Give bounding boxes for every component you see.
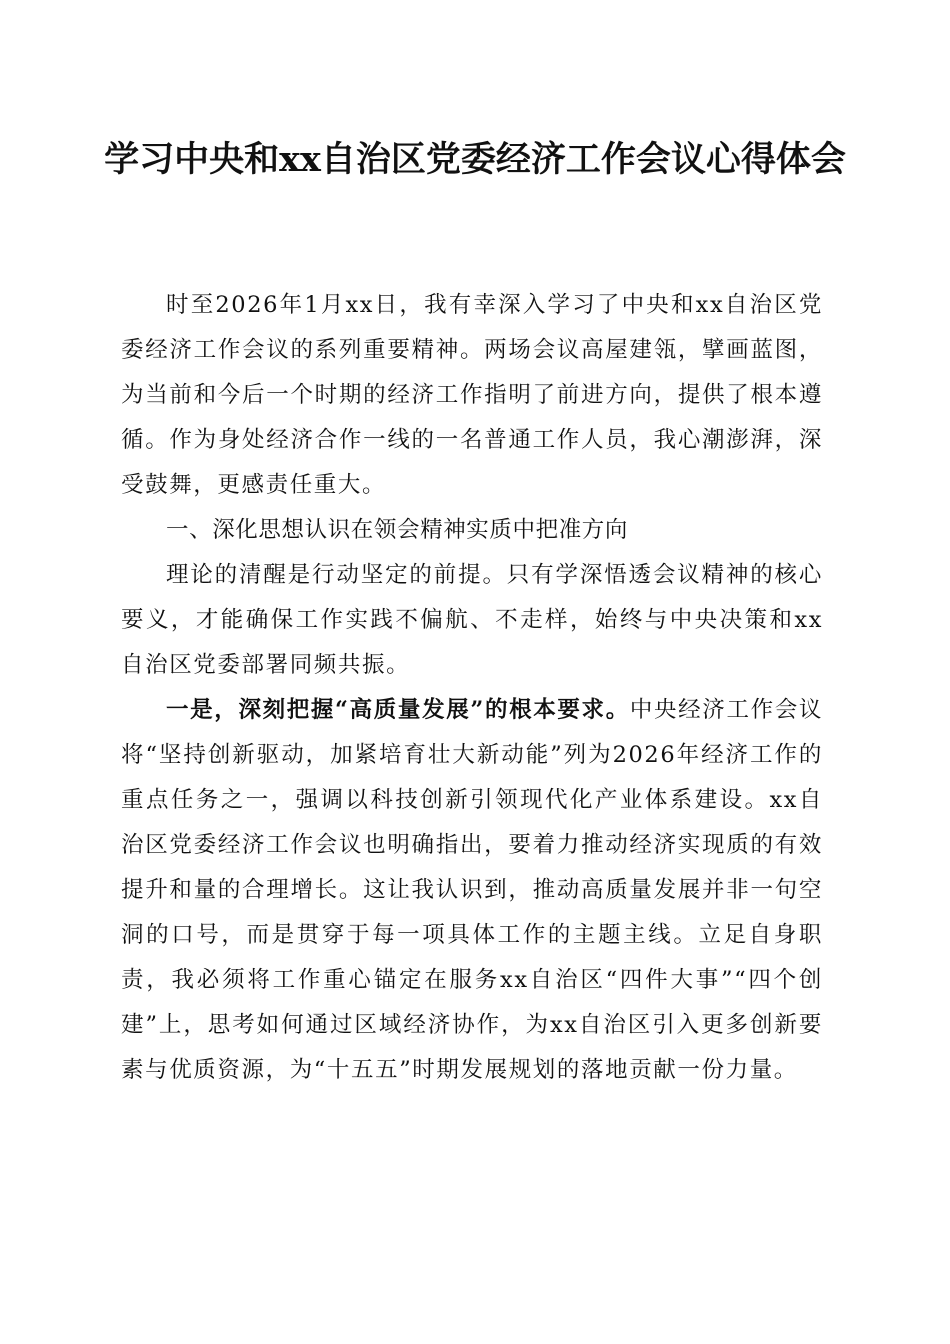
point-paragraph <box>121 688 823 1093</box>
point-lead: 一是，深刻把握“高质量发展”的根本要求。 <box>166 697 630 723</box>
section-paragraph: 理论的清醒是行动坚定的前提。只有学深悟透会议精神的核心要义，才能确保工作实践不偏航、不走样，始终与中央决策和xx自治区党委部署同频共振。 <box>121 562 823 678</box>
intro-paragraph: 时至2026年1月xx日，我有幸深入学习了中央和xx自治区党委经济工作会议的系列重要精神。两场会议高屋建瓴，擘画蓝图，为当前和今后一个时期的经济工作指明了前进方向，提供了根本遵循。作为身处经济合作一线的一名普通工作人员，我心潮澎湃，深受鼓舞，更感责任重大。 <box>121 292 823 498</box>
point-body: 中央经济工作会议将“坚持创新驱动，加紧培育壮大新动能”列为2026年经济工作的重点任务之一，强调以科技创新引领现代化产业体系建设。xx自治区党委经济工作会议也明确指出，要着力推动经济实现质的有效提升和量的合理增长。这让我认识到，推动高质量发展并非一句空洞的口号，而是贯穿于每一项具体工作的主题主线。立足自身职责，我必须将工作重心锚定在服务xx自治区“四件大事”“四个创建”上，思考如何通过区域经济协作，为xx自治区引入更多创新要素与优质资源，为“十五五”时期发展规划的落地贡献一份力量。 <box>121 697 823 1083</box>
document-body <box>121 283 823 1093</box>
document-title: 学习中央和xx自治区党委经济工作会议心得体会 <box>104 139 846 180</box>
section-heading: 一、深化思想认识在领会精神实质中把准方向 <box>166 517 629 543</box>
